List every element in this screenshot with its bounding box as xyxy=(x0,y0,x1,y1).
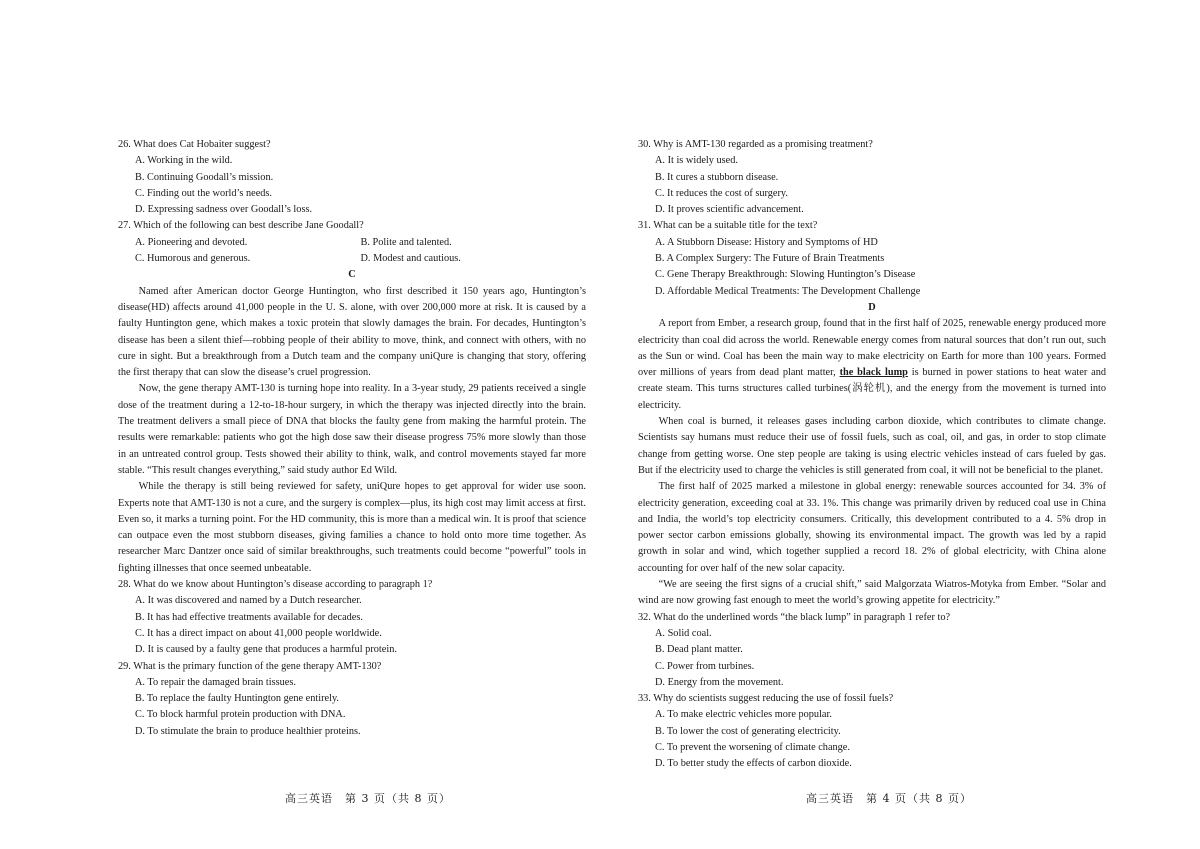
q27-option-b: B. Polite and talented. xyxy=(360,236,452,248)
q28-option-a: A. It was discovered and named by a Dutch researcher. xyxy=(135,595,362,607)
q33-option-d: D. To better study the effects of carbon dioxide. xyxy=(655,758,852,770)
q33-option-b: B. To lower the cost of generating electricity. xyxy=(655,725,841,737)
question-26-stem: 26. What does Cat Hobaiter suggest? xyxy=(118,139,271,150)
q31-option-a: A. A Stubborn Disease: History and Symptoms of HD xyxy=(655,236,878,248)
q31-option-c: C. Gene Therapy Breakthrough: Slowing Huntington’s Disease xyxy=(655,269,916,281)
passage-d-p1-text-before: A report from Ember, a research group, found that in the first half of 2025, renewable energy produced more electricity than coal did across the world. Renewable energy comes from natural sources that don’t run out, such as the Sun or wind. Coal has been the main way to make electricity on Earth for more than 100 years. Formed over millions of years from dead plant matter, xyxy=(638,318,1106,379)
q32-option-a: A. Solid coal. xyxy=(655,627,712,639)
q28-option-b: B. It has had effective treatments available for decades. xyxy=(135,611,363,623)
q26-option-c: C. Finding out the world’s needs. xyxy=(135,187,273,199)
q33-option-c: C. To prevent the worsening of climate change. xyxy=(655,741,850,753)
q29-option-d: D. To stimulate the brain to produce healthier proteins. xyxy=(135,725,361,737)
passage-d-paragraph-4: “We are seeing the first signs of a crucial shift,” said Malgorzata Wiatros-Motyka from Ember. “Solar and wind are now growing fast enough to meet the world’s growing appetite for electricity.” xyxy=(638,579,1106,607)
question-28-stem: 28. What do we know about Huntington’s disease according to paragraph 1? xyxy=(118,579,433,591)
left-page xyxy=(118,137,586,740)
underlined-phrase: the black lump xyxy=(839,367,908,379)
passage-d-p1-text-after: is burned in power stations to heat water and create steam. This turns structures called turbines(涡轮机), and the energy from the movement is turned into electricity. xyxy=(638,367,1106,411)
q29-option-b: B. To replace the faulty Huntington gene entirely. xyxy=(135,693,340,705)
q30-option-d: D. It proves scientific advancement. xyxy=(655,204,804,216)
question-27-stem: 27. Which of the following can best describe Jane Goodall? xyxy=(118,220,364,232)
passage-c-paragraph-2: Now, the gene therapy AMT-130 is turning hope into reality. In a 3-year study, 29 patients received a single dose of the treatment during a 12-to-18-hour surgery, in which the therapy was injected directly into the brain. The treatment delivers a small piece of DNA that blocks the faulty gene from making the harmful protein. The results were remarkable: patients who got the high dose saw their disease progress 75% more slowly than those in an untreated control group. Tests showed their ability to think, walk, and control movements stayed far more stable. “This result changes everything,” said study author Ed Wild. xyxy=(118,383,586,476)
q32-option-d: D. Energy from the movement. xyxy=(655,676,784,688)
q28-option-c: C. It has a direct impact on about 41,000 people worldwide. xyxy=(135,627,382,639)
passage-d-paragraph-1 xyxy=(638,316,1106,414)
q27-option-d: D. Modest and cautious. xyxy=(360,253,461,265)
q26-option-a: A. Working in the wild. xyxy=(135,155,233,167)
question-30-stem: 30. Why is AMT-130 regarded as a promising treatment? xyxy=(638,139,873,150)
question-33-stem: 33. Why do scientists suggest reducing the use of fossil fuels? xyxy=(638,693,894,705)
q30-option-b: B. It cures a stubborn disease. xyxy=(655,171,779,183)
q29-option-a: A. To repair the damaged brain tissues. xyxy=(135,676,296,688)
q26-option-d: D. Expressing sadness over Goodall’s loss. xyxy=(135,204,313,216)
q31-option-d: D. Affordable Medical Treatments: The Development Challenge xyxy=(655,285,921,297)
passage-d-paragraph-2: When coal is burned, it releases gases including carbon dioxide, which contributes to climate change. Scientists say humans must reduce their use of fossil fuels, such as coal, oil, and gas, in order to stop climate change from getting worse. One step people are taking is using electric vehicles instead of cars fueled by gas. But if the electricity used to charge the vehicles is still generated from coal, it will not be beneficial to the planet. xyxy=(638,416,1106,476)
q28-option-d: D. It is caused by a faulty gene that produces a harmful protein. xyxy=(135,644,397,656)
q32-option-c: C. Power from turbines. xyxy=(655,660,755,672)
q27-option-a: A. Pioneering and devoted. xyxy=(135,236,248,248)
q32-option-b: B. Dead plant matter. xyxy=(655,644,743,656)
q29-option-c: C. To block harmful protein production with DNA. xyxy=(135,709,346,721)
passage-c-paragraph-1: Named after American doctor George Huntington, who first described it 150 years ago, Huntington’s disease(HD) affects around 41,000 people in the U. S. alone, with over 200,000 more at risk. It is caused by a faulty Huntington gene, which makes a toxic protein that slowly damages the brain. For decades, Huntington’s disease has been a silent thief—robbing people of their ability to move, think, and connect with others, with no cure in sight. But a breakthrough from a Dutch team and the company uniQure is changing that story, offering the first therapy that can slow the disease’s cruel progression. xyxy=(118,285,586,379)
q33-option-a: A. To make electric vehicles more popular. xyxy=(655,709,832,721)
q27-option-c: C. Humorous and generous. xyxy=(135,253,251,265)
q31-option-b: B. A Complex Surgery: The Future of Brain Treatments xyxy=(655,253,885,265)
left-page-footer: 高三英语 第 3 页（共 8 页） xyxy=(285,792,451,805)
question-29-stem: 29. What is the primary function of the gene therapy AMT-130? xyxy=(118,660,382,672)
q27-options-row-2 xyxy=(135,251,586,267)
q30-option-c: C. It reduces the cost of surgery. xyxy=(655,187,788,199)
right-page xyxy=(638,137,1106,773)
section-d-heading: D xyxy=(868,301,876,313)
right-page-footer: 高三英语 第 4 页（共 8 页） xyxy=(806,792,972,805)
question-32-stem: 32. What do the underlined words “the black lump” in paragraph 1 refer to? xyxy=(638,611,951,623)
q27-options-row-1 xyxy=(135,235,586,251)
section-c-heading: C xyxy=(348,269,356,281)
question-31-stem: 31. What can be a suitable title for the text? xyxy=(638,220,818,232)
passage-c-paragraph-3: While the therapy is still being reviewed for safety, uniQure hopes to get approval for wider use soon. Experts note that AMT-130 is not a cure, and the surgery is complex—plus, its high cost may limit access at first. Even so, it marks a turning point. For the HD community, this is more than a medical win. It is proof that science can outpace even the most stubborn diseases, giving families a chance to hold onto more time together. As researcher Marc Dantzer once said of similar breakthroughs, such treatments could become “powerful” tools in fighting illnesses that once seemed unbeatable. xyxy=(118,481,586,574)
passage-d-paragraph-3: The first half of 2025 marked a milestone in global energy: renewable sources accounted for 34. 3% of electricity generation, exceeding coal at 33. 1%. This change was primarily driven by reduced coal use in China and India, the world’s top electricity consumers. Critically, this development contributed to a 4. 5% drop in power sector carbon emissions globally, showing its environmental impact. The growth was led by a rapid growth in solar and wind, which together supplied a record 18. 2% of global electricity, with China alone accounting for over half of the new solar capacity. xyxy=(638,481,1106,574)
q30-option-a: A. It is widely used. xyxy=(655,155,738,167)
q26-option-b: B. Continuing Goodall’s mission. xyxy=(135,171,274,183)
